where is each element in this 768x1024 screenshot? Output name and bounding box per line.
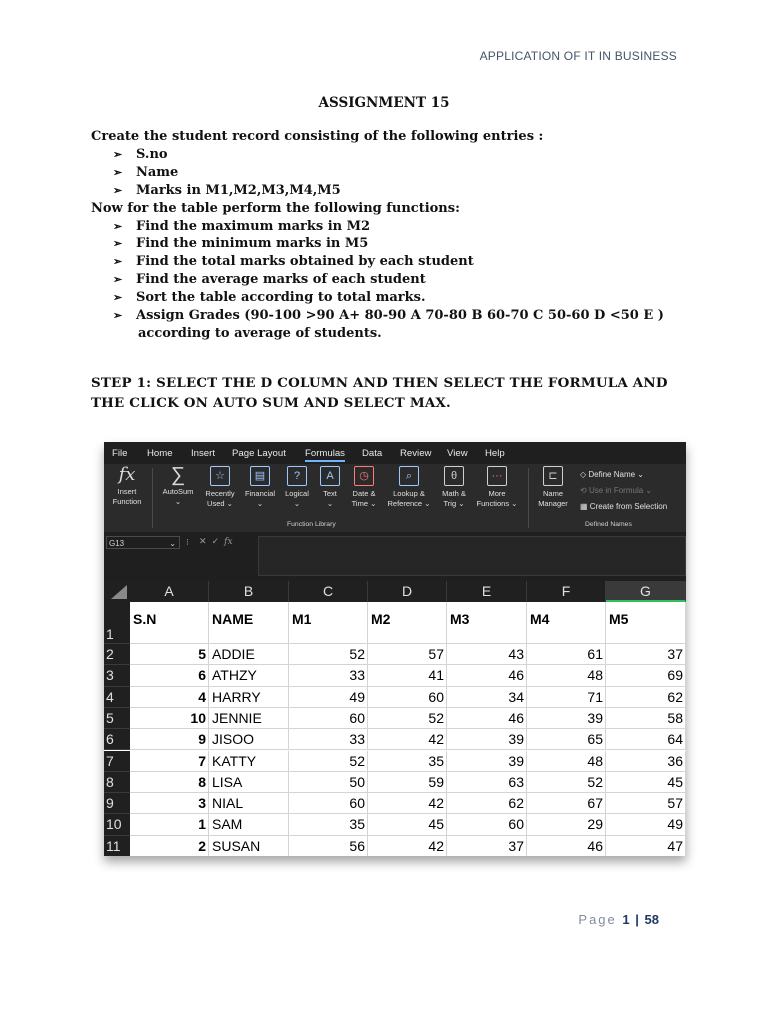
- define-name-button[interactable]: ◇ Define Name ⌄: [580, 470, 644, 479]
- table-cell[interactable]: 61: [527, 644, 606, 665]
- table-header-cell[interactable]: S.N: [130, 602, 209, 644]
- recently-used-label: Recently Used: [205, 489, 235, 508]
- table-cell[interactable]: 43: [447, 644, 527, 665]
- menu-tab-formulas[interactable]: Formulas: [305, 448, 345, 462]
- math-label: Math & Trig: [442, 489, 466, 508]
- table-cell[interactable]: 42: [368, 729, 447, 750]
- table-cell[interactable]: 67: [527, 793, 606, 814]
- table-cell[interactable]: 50: [289, 772, 368, 793]
- cancel-icon[interactable]: ✕: [199, 536, 207, 546]
- ellipsis-icon: ···: [487, 466, 507, 486]
- column-header-c[interactable]: C: [289, 581, 368, 602]
- row-header[interactable]: 4: [104, 687, 130, 708]
- clock-icon: ◷: [354, 466, 374, 486]
- logical-label: Logical: [285, 489, 309, 498]
- fx-icon: fx: [118, 464, 136, 485]
- bullet-text: Name: [136, 164, 179, 180]
- spreadsheet-grid: [104, 581, 686, 856]
- financial-label: Financial: [244, 489, 275, 498]
- table-cell[interactable]: 62: [447, 793, 527, 814]
- table-cell[interactable]: 41: [368, 665, 447, 686]
- table-cell[interactable]: 36: [606, 751, 686, 772]
- table-cell[interactable]: 49: [606, 814, 686, 835]
- table-cell[interactable]: 49: [289, 687, 368, 708]
- column-header-e[interactable]: E: [447, 581, 527, 602]
- table-cell[interactable]: 34: [447, 687, 527, 708]
- functions-intro: Now for the table perform the following functions:: [91, 200, 460, 216]
- table-cell[interactable]: 33: [289, 665, 368, 686]
- table-cell[interactable]: 52: [368, 708, 447, 729]
- bullet-text: Marks in M1,M2,M3,M4,M5: [136, 182, 341, 198]
- bullet-item: [91, 164, 691, 182]
- table-cell[interactable]: SAM: [209, 814, 289, 835]
- table-header-cell[interactable]: NAME: [209, 602, 289, 644]
- bullet-text: Find the minimum marks in M5: [136, 236, 369, 252]
- menu-tab-data[interactable]: Data: [362, 448, 383, 459]
- table-cell[interactable]: 69: [606, 665, 686, 686]
- column-headers: [104, 581, 686, 602]
- table-cell[interactable]: 71: [527, 687, 606, 708]
- table-cell[interactable]: 39: [527, 708, 606, 729]
- row-header[interactable]: 8: [104, 772, 130, 793]
- table-cell[interactable]: SUSAN: [209, 836, 289, 856]
- bullet-item: [91, 146, 691, 164]
- assignment-title: ASSIGNMENT 15: [318, 95, 450, 111]
- table-cell[interactable]: JISOO: [209, 729, 289, 750]
- bullet-item: [91, 271, 691, 289]
- bullet-text: Assign Grades (90-100 >90 A+ 80-90 A 70-80 B 60-70 C 50-60 D <50 E ): [136, 308, 664, 324]
- question-icon: ?: [287, 466, 307, 486]
- coins-icon: ▤: [250, 466, 270, 486]
- name-manager-label: Name Manager: [538, 489, 568, 508]
- page-number: 1: [622, 912, 630, 927]
- bullet-text: Find the average marks of each student: [136, 272, 426, 288]
- date-time-button[interactable]: ◷ Date & Time ⌄: [346, 466, 382, 509]
- intro-text: Create the student record consisting of the following entries :: [91, 129, 544, 144]
- table-header-cell[interactable]: M2: [368, 602, 447, 644]
- table-cell[interactable]: 39: [447, 729, 527, 750]
- table-cell[interactable]: 35: [289, 814, 368, 835]
- defined-names-label: Defined Names: [585, 521, 632, 528]
- menu-tab-file[interactable]: File: [112, 448, 128, 459]
- table-cell[interactable]: 9: [130, 729, 209, 750]
- bullet-text: Find the total marks obtained by each student: [136, 254, 474, 270]
- menu-tab-page-layout[interactable]: Page Layout: [232, 448, 286, 459]
- table-cell[interactable]: 29: [527, 814, 606, 835]
- table-cell[interactable]: 10: [130, 708, 209, 729]
- table-cell[interactable]: 6: [130, 665, 209, 686]
- select-all-corner[interactable]: [104, 581, 130, 602]
- column-header-a[interactable]: A: [130, 581, 209, 602]
- page-footer: [578, 912, 659, 927]
- star-icon: ☆: [210, 466, 230, 486]
- bullet-item: [91, 307, 691, 325]
- table-cell[interactable]: 46: [527, 836, 606, 856]
- table-cell[interactable]: 37: [447, 836, 527, 856]
- text-button[interactable]: A Text ⌄: [316, 466, 344, 509]
- insert-function-label: Insert Function: [112, 487, 142, 506]
- menu-tab-review[interactable]: Review: [400, 448, 432, 459]
- formula-bar-icons: [199, 536, 233, 547]
- text-label: Text: [323, 489, 337, 498]
- arrow-bullet-icon: ➢: [113, 147, 123, 161]
- kebab-icon: ⁝: [186, 537, 189, 547]
- financial-button[interactable]: ▤ Financial ⌄: [240, 466, 280, 509]
- ribbon-separator: [528, 468, 529, 528]
- table-cell[interactable]: 56: [289, 836, 368, 856]
- table-cell[interactable]: 60: [447, 814, 527, 835]
- table-cell[interactable]: 37: [606, 644, 686, 665]
- table-cell[interactable]: KATTY: [209, 751, 289, 772]
- row-header[interactable]: 1: [104, 602, 130, 644]
- menu-tab-help[interactable]: Help: [485, 448, 505, 459]
- row-header[interactable]: 10: [104, 814, 130, 835]
- table-cell[interactable]: 46: [447, 665, 527, 686]
- create-from-selection-button[interactable]: ▦ Create from Selection: [580, 502, 668, 511]
- arrow-bullet-icon: ➢: [113, 309, 123, 323]
- page-total: 58: [644, 912, 659, 927]
- row-header[interactable]: 2: [104, 644, 130, 665]
- table-cell[interactable]: 48: [527, 665, 606, 686]
- bullet-item: [91, 235, 691, 253]
- table-cell[interactable]: NIAL: [209, 793, 289, 814]
- sigma-icon: ∑: [170, 464, 186, 486]
- use-in-formula-button[interactable]: ⟲ Use in Formula ⌄: [580, 486, 653, 495]
- arrow-bullet-icon: ➢: [113, 255, 123, 269]
- use-in-formula-label: Use in Formula: [588, 486, 644, 495]
- assignment-instructions: [91, 128, 691, 343]
- math-trig-button[interactable]: θ Math & Trig ⌄: [436, 466, 472, 509]
- bullet-text: S.no: [136, 146, 168, 162]
- table-cell[interactable]: 45: [606, 772, 686, 793]
- arrow-bullet-icon: ➢: [113, 183, 123, 197]
- insert-function-button[interactable]: [108, 466, 146, 507]
- tag-icon: ⊏: [543, 466, 563, 486]
- formula-input[interactable]: [258, 536, 686, 576]
- table-cell[interactable]: 4: [130, 687, 209, 708]
- table-cell[interactable]: 5: [130, 644, 209, 665]
- row-header[interactable]: 9: [104, 793, 130, 814]
- table-cell[interactable]: 65: [527, 729, 606, 750]
- name-manager-button[interactable]: [532, 466, 574, 509]
- page-word: Page: [578, 912, 617, 927]
- table-cell[interactable]: 57: [606, 793, 686, 814]
- table-cell[interactable]: 59: [368, 772, 447, 793]
- table-header-cell[interactable]: M4: [527, 602, 606, 644]
- page-separator: |: [635, 912, 639, 927]
- table-cell[interactable]: 8: [130, 772, 209, 793]
- row-header[interactable]: 6: [104, 729, 130, 750]
- table-header-cell[interactable]: M5: [606, 602, 686, 644]
- menu-tab-insert[interactable]: Insert: [191, 448, 215, 459]
- table-cell[interactable]: 33: [289, 729, 368, 750]
- row-header[interactable]: 7: [104, 751, 130, 772]
- table-cell[interactable]: 47: [606, 836, 686, 856]
- more-functions-label: More Functions: [476, 489, 510, 508]
- more-functions-button[interactable]: ··· More Functions ⌄: [474, 466, 520, 509]
- functions-continuation: according to average of students.: [138, 325, 382, 341]
- table-cell[interactable]: ADDIE: [209, 644, 289, 665]
- column-header-g[interactable]: G: [606, 581, 686, 602]
- chevron-down-icon: ⌄: [169, 539, 176, 548]
- table-cell[interactable]: 46: [447, 708, 527, 729]
- menu-tab-home[interactable]: Home: [147, 448, 173, 459]
- table-cell[interactable]: 2: [130, 836, 209, 856]
- table-cell[interactable]: 42: [368, 793, 447, 814]
- formula-bar: [104, 532, 686, 578]
- table-cell[interactable]: 45: [368, 814, 447, 835]
- bullet-item: [91, 253, 691, 271]
- table-cell[interactable]: 35: [368, 751, 447, 772]
- table-cell[interactable]: 60: [368, 687, 447, 708]
- table-cell[interactable]: 3: [130, 793, 209, 814]
- table-cell[interactable]: 60: [289, 708, 368, 729]
- table-header-cell[interactable]: M1: [289, 602, 368, 644]
- table-cell[interactable]: HARRY: [209, 687, 289, 708]
- step-1-instruction: STEP 1: SELECT THE D COLUMN AND THEN SELECT THE FORMULA AND THE CLICK ON AUTO SUM AND SELECT MAX.: [91, 375, 668, 411]
- excel-screenshot: [104, 442, 686, 856]
- arrow-bullet-icon: ➢: [113, 237, 123, 251]
- text-a-icon: A: [320, 466, 340, 486]
- lookup-reference-button[interactable]: ⌕ Lookup & Reference ⌄: [384, 466, 434, 509]
- name-box[interactable]: [106, 536, 180, 549]
- enter-icon[interactable]: ✓: [211, 536, 220, 546]
- table-header-cell[interactable]: M3: [447, 602, 527, 644]
- arrow-bullet-icon: ➢: [113, 165, 123, 179]
- table-cell[interactable]: 62: [606, 687, 686, 708]
- table-cell[interactable]: 64: [606, 729, 686, 750]
- logical-button[interactable]: ? Logical ⌄: [280, 466, 314, 509]
- name-box-value: G13: [109, 539, 125, 548]
- formulas-ribbon: [104, 464, 686, 532]
- table-cell[interactable]: 58: [606, 708, 686, 729]
- table-cell[interactable]: 52: [527, 772, 606, 793]
- table-cell[interactable]: JENNIE: [209, 708, 289, 729]
- table-cell[interactable]: 48: [527, 751, 606, 772]
- table-cell[interactable]: LISA: [209, 772, 289, 793]
- table-cell[interactable]: 7: [130, 751, 209, 772]
- recently-used-button[interactable]: ☆ Recently Used ⌄: [200, 466, 240, 509]
- autosum-label: AutoSum: [162, 487, 194, 496]
- arrow-bullet-icon: ➢: [113, 219, 123, 233]
- table-cell[interactable]: 52: [289, 751, 368, 772]
- row-header[interactable]: 3: [104, 665, 130, 686]
- bullet-text: Find the maximum marks in M2: [136, 218, 371, 234]
- table-cell[interactable]: 39: [447, 751, 527, 772]
- running-header: APPLICATION OF IT IN BUSINESS: [479, 49, 677, 63]
- function-library-label: Function Library: [287, 521, 336, 528]
- lookup-label: Lookup & Reference: [387, 489, 425, 508]
- table-cell[interactable]: 57: [368, 644, 447, 665]
- date-time-label: Date & Time: [351, 489, 376, 508]
- menu-tab-view[interactable]: View: [447, 448, 468, 459]
- theta-icon: θ: [444, 466, 464, 486]
- bullet-item: [91, 289, 691, 307]
- excel-menu-bar: [104, 442, 686, 464]
- arrow-bullet-icon: ➢: [113, 291, 123, 305]
- fx-icon[interactable]: fx: [224, 537, 233, 547]
- bullet-text: Sort the table according to total marks.: [136, 290, 426, 306]
- table-cell[interactable]: 63: [447, 772, 527, 793]
- define-name-label: Define Name: [588, 470, 636, 479]
- table-cell[interactable]: 52: [289, 644, 368, 665]
- bullet-item: [91, 182, 691, 200]
- bullet-item: [91, 218, 691, 236]
- table-cell[interactable]: 60: [289, 793, 368, 814]
- column-header-f[interactable]: F: [527, 581, 606, 602]
- table-cell[interactable]: ATHZY: [209, 665, 289, 686]
- row-header[interactable]: 5: [104, 708, 130, 729]
- autosum-button[interactable]: ∑ AutoSum ⌄: [162, 464, 194, 506]
- ribbon-separator: [152, 468, 153, 528]
- table-cell[interactable]: 42: [368, 836, 447, 856]
- column-header-b[interactable]: B: [209, 581, 289, 602]
- row-header[interactable]: 11: [104, 836, 130, 856]
- arrow-bullet-icon: ➢: [113, 273, 123, 287]
- table-cell[interactable]: 1: [130, 814, 209, 835]
- create-from-selection-label: Create from Selection: [589, 502, 668, 511]
- magnifier-icon: ⌕: [399, 466, 419, 486]
- column-header-d[interactable]: D: [368, 581, 447, 602]
